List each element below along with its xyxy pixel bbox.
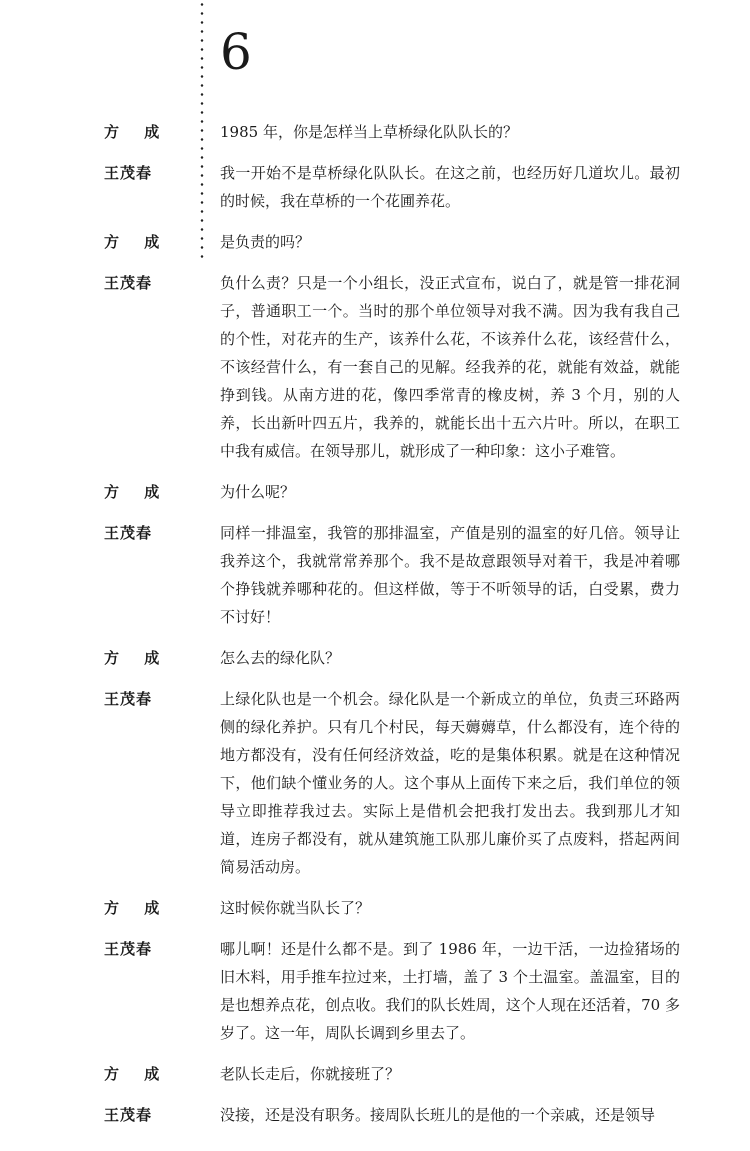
speaker-name: 王茂春: [104, 164, 153, 182]
speech-text: 是负责的吗？: [220, 233, 311, 251]
speech-text: 为什么呢？: [220, 483, 296, 501]
speaker-name: 王茂春: [104, 940, 153, 958]
speech-text: 哪儿啊！还是什么都不是。到了 1986 年，一边干活，一边捡猪场的旧木料，用手推车拉过来，土打墙，盖了 3 个土温室。盖温室，目的是也想养点花，创点收。我们的队长姓周，这个人现在还活着，70 多岁了。这一年，周队长调到乡里去了。: [220, 940, 680, 1042]
speech-text: 同样一排温室，我管的那排温室，产值是别的温室的好几倍。领导让我养这个，我就常常养那个。我不是故意跟领导对着干，我是冲着哪个挣钱就养哪种花的。但这样做，等于不听领导的话，白受累，费力不讨好！: [220, 524, 680, 626]
dialogue-entry: [0, 228, 750, 256]
dialogue-entry: [0, 118, 750, 146]
speaker-name: 方 成: [104, 649, 170, 667]
speaker-name: 方 成: [104, 233, 170, 251]
dialogue-entry: [0, 159, 750, 215]
dialogue-entry: [0, 269, 750, 465]
speaker-name: 方 成: [104, 899, 170, 917]
dialogue-entry: [0, 478, 750, 506]
speaker-name: 方 成: [104, 483, 170, 501]
speaker-name: 王茂春: [104, 690, 153, 708]
dialogue-entry: [0, 519, 750, 631]
speech-text: 负什么责？只是一个小组长，没正式宣布，说白了，就是管一排花洞子，普通职工一个。当时的那个单位领导对我不满。因为我有我自己的个性，对花卉的生产，该养什么花，不该养什么花，该经营什么，不该经营什么，有一套自己的见解。经我养的花，就能有效益，就能挣到钱。从南方进的花，像四季常青的橡皮树，养 3 个月，别的人养，长出新叶四五片，我养的，就能长出十五六片叶。所以，在职工中我有威信。在领导那儿，就形成了一种印象：这小子难管。: [220, 274, 680, 460]
speaker-name: 方 成: [104, 1065, 170, 1083]
dialogue-entry: [0, 644, 750, 672]
speaker-name: 王茂春: [104, 1106, 153, 1124]
speech-text: 没接，还是没有职务。接周队长班儿的是他的一个亲戚，还是领导: [220, 1106, 656, 1124]
dialogue-entry: [0, 685, 750, 881]
speech-text: 1985 年，你是怎样当上草桥绿化队队长的？: [220, 123, 518, 141]
dialogue-entry: [0, 894, 750, 922]
speech-text: 怎么去的绿化队？: [220, 649, 341, 667]
chapter-number: 6: [220, 23, 252, 81]
speech-text: 老队长走后，你就接班了？: [220, 1065, 401, 1083]
speaker-name: 王茂春: [104, 524, 153, 542]
dialogue-entry: [0, 1101, 750, 1129]
dialogue-entry: [0, 1060, 750, 1088]
speech-text: 我一开始不是草桥绿化队队长。在这之前，也经历好几道坎儿。最初的时候，我在草桥的一个花圃养花。: [220, 164, 680, 210]
dialogue-entry: [0, 935, 750, 1047]
dialogue: [0, 118, 750, 1142]
speaker-name: 王茂春: [104, 274, 153, 292]
speech-text: 上绿化队也是一个机会。绿化队是一个新成立的单位，负责三环路两侧的绿化养护。只有几个村民，每天薅薅草，什么都没有，连个待的地方都没有，没有任何经济效益，吃的是集体积累。就是在这种情况下，他们缺个懂业务的人。这个事从上面传下来之后，我们单位的领导立即推荐我过去。实际上是借机会把我打发出去。我到那儿才知道，连房子都没有，就从建筑施工队那儿廉价买了点废料，搭起两间简易活动房。: [220, 690, 680, 876]
speech-text: 这时候你就当队长了？: [220, 899, 371, 917]
speaker-name: 方 成: [104, 123, 170, 141]
